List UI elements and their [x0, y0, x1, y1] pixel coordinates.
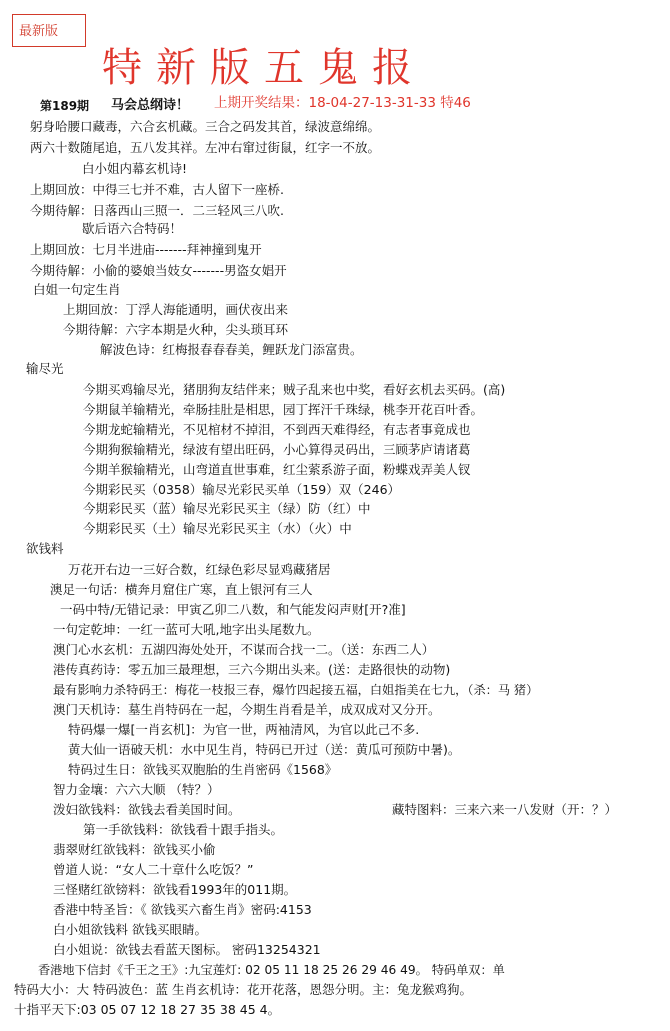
text-line: 今期待解：小偷的婆娘当妓女-------男盗女娼开 — [30, 263, 287, 278]
text-line: 今期彩民买（蓝）输尽光彩民买主（绿）防（红）中 — [83, 501, 371, 516]
text-line: 今期鼠羊输精光，牵肠挂肚是相思，园丁挥汗千珠绿，桃李开花百叶香。 — [83, 402, 484, 417]
section-heading: 白姐一句定生肖 — [33, 282, 121, 297]
text-line: 上期回放：丁浮人海能通明，画伏夜出来 — [63, 302, 289, 317]
section-heading: 歇后语六合特码！ — [82, 221, 183, 236]
text-line: 上期回放：中得三七并不难，古人留下一座桥. — [30, 182, 284, 197]
text-line: 白小姐欲钱料 欲钱买眼睛。 — [53, 922, 207, 937]
text-line: 白小姐说：欲钱去看蓝天图标。 密码13254321 — [53, 942, 321, 957]
text-line: 第一手欲钱料：欲钱看十跟手指头。 — [83, 822, 284, 837]
text-line: 澳门天机诗：墓生肖特码在一起，今期生肖看是羊，成双成对又分开。 — [53, 702, 441, 717]
text-line: 今期待解：六字本期是火种，尖头琐耳环 — [63, 322, 289, 337]
text-line: 今期彩民买（0358）输尽光彩民买单（159）双（246） — [83, 482, 401, 497]
text-line: 澳门心水玄机：五湖四海处处开，不谋而合找一二。（送：东西二人） — [53, 642, 435, 657]
text-line: 今期买鸡输尽光，猪朋狗友结伴来；贼子乱来也中奖，看好玄机去买码。(高) — [83, 382, 506, 397]
text-line: 藏特图料：三来六来一八发财（开：？） — [392, 802, 618, 817]
text-line: 今期彩民买（土）输尽光彩民买主（水）（火）中 — [83, 521, 352, 536]
latest-version-badge: 最新版 — [12, 14, 86, 47]
text-line: 智力金壤：六六大顺 （特？） — [53, 782, 220, 797]
text-line: 香港地下信封《千王之王》:九宝莲灯: 02 05 11 18 25 26 29 46 49。 特码单双：单 — [38, 963, 505, 977]
text-line: 最有影响力杀特码王：梅花一枝报三春，爆竹四起接五福，白姐指美在七九，（杀：马 猪） — [53, 683, 539, 697]
text-line: 万花开右边一三好合数，红绿色彩尽显鸡藏猪居 — [68, 562, 331, 577]
previous-result: 上期开奖结果：18-04-27-13-31-33 特46 — [214, 95, 471, 111]
text-line: 一句定乾坤：一红一蓝可大吼,地字出头尾数九。 — [53, 622, 320, 637]
section-heading: 输尽光 — [26, 361, 64, 376]
text-line: 曾道人说：“女人二十章什么吃饭？” — [53, 862, 254, 877]
section-heading: 欲钱料 — [26, 541, 64, 556]
text-line: 今期狗猴输精光，绿波有望出旺码，小心算得灵码出，三顾茅庐请诸葛 — [83, 442, 471, 457]
text-line: 一码中特/无错记录：甲寅乙卯二八数，和气能发闷声财[开?准] — [60, 602, 406, 617]
issue-number: 第189期 — [40, 99, 90, 113]
text-line: 香港中特圣旨：《 欲钱买六畜生肖》密码:4153 — [53, 902, 312, 917]
text-line: 黄大仙一语破天机：水中见生肖，特码已开过（送：黄瓜可预防中暑)。 — [68, 742, 461, 757]
text-line: 三怪赌红欲镑料：欲钱看1993年的011期。 — [53, 882, 297, 897]
poem-line-1: 躬身哈腰口藏毒，六合玄机藏。三合之码发其首，绿波意绵绵。 — [30, 119, 381, 134]
section-heading: 白小姐内幕玄机诗! — [82, 161, 188, 176]
text-line: 澳足一句话：横奔月窟住广寒，直上银河有三人 — [50, 582, 313, 597]
text-line: 泼妇欲钱料：欲钱去看美国时间。 — [53, 802, 241, 817]
text-line: 今期羊猴输精光，山弯道直世事难，红尘萦系游子面，粉蝶戏弄美人钗 — [83, 462, 471, 477]
text-line: 翡翠财红欲钱料：欲钱买小偷 — [53, 842, 216, 857]
text-line: 特码过生日：欲钱买双胞胎的生肖密码《1568》 — [68, 762, 338, 777]
text-line: 特码大小：大 特码波色：蓝 生肖玄机诗：花开花落，恩怨分明。主：兔龙猴鸡狗。 — [14, 982, 472, 997]
text-line: 十指平天下:03 05 07 12 18 27 35 38 45 4。 — [14, 1002, 281, 1017]
text-line: 特码爆一爆[一肖玄机]：为官一世，两袖清风，为官以此己不多. — [68, 722, 420, 737]
text-line: 今期龙蛇输精光，不见棺材不掉泪，不到西天难得经，有志者事竟成也 — [83, 422, 471, 437]
poem-line-2: 两六十数随尾追，五八发其祥。左冲右窜过街鼠，红字一不放。 — [30, 140, 381, 155]
text-line: 港传真药诗：零五加三最理想，三六今期出头来。(送：走路很快的动物) — [53, 662, 451, 677]
intro-heading: 马会总纲诗！ — [111, 98, 190, 113]
text-line: 解波色诗：红梅报春春春美，鲤跃龙门添富贵。 — [100, 342, 363, 357]
text-line: 今期待解：日落西山三照一．二三轻风三八吹. — [30, 203, 284, 218]
text-line: 上期回放：七月半进庙-------拜神撞到鬼开 — [30, 242, 262, 257]
page-title: 特新版五鬼报 — [102, 45, 426, 91]
